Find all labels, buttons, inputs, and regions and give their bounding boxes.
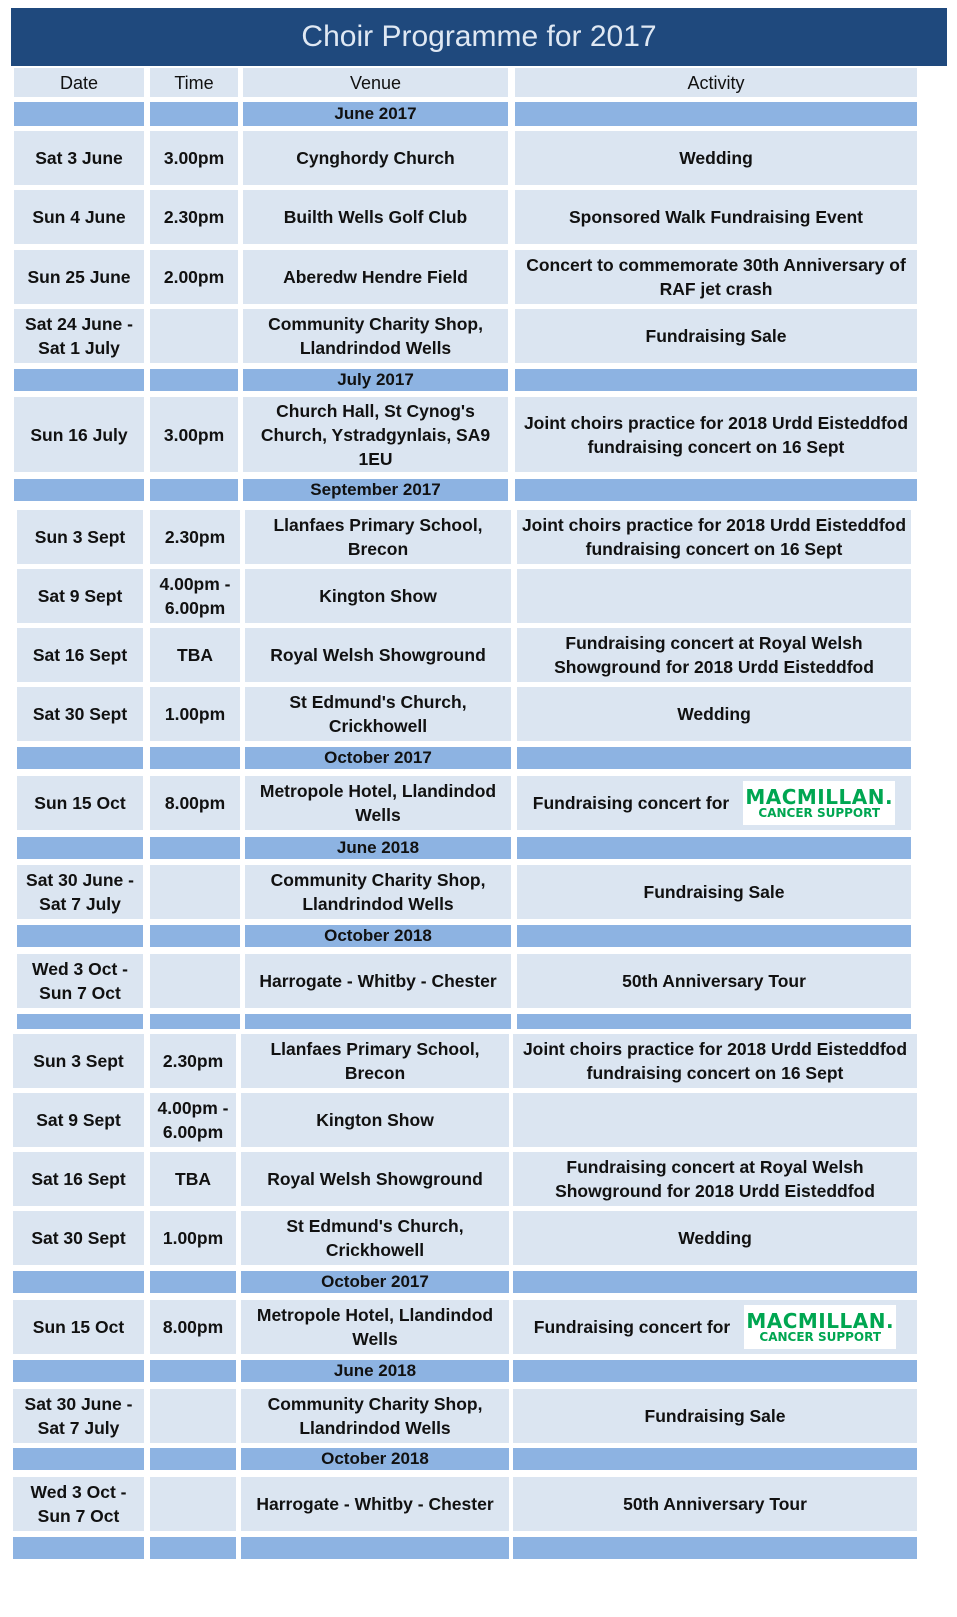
activity-text: Fundraising concert for	[533, 1317, 731, 1337]
time-cell: TBA	[150, 1152, 236, 1206]
time-cell	[150, 865, 240, 919]
venue-cell: Builth Wells Golf Club	[243, 190, 508, 244]
spacer-cell	[245, 1014, 511, 1029]
spacer-row	[0, 1537, 957, 1559]
logo-tagline: CANCER SUPPORT	[759, 1329, 882, 1344]
time-cell: 3.00pm	[150, 397, 238, 472]
logo-wordmark: MACMILLAN.	[745, 784, 894, 809]
month-time-cell	[150, 1448, 236, 1470]
venue-cell: Metropole Hotel, Llandindod Wells	[241, 1300, 509, 1354]
month-time-cell	[150, 837, 240, 859]
logo-tagline: CANCER SUPPORT	[758, 805, 881, 820]
month-label: October 2018	[245, 925, 511, 947]
event-row	[0, 865, 957, 919]
month-activity-cell	[513, 1537, 917, 1559]
logo-wordmark: MACMILLAN.	[746, 1308, 895, 1333]
activity-cell: Fundraising Sale	[517, 865, 911, 919]
time-cell: 2.00pm	[150, 250, 238, 304]
month-header-row	[0, 1448, 957, 1470]
month-time-cell	[150, 1271, 236, 1293]
activity-cell: Fundraising Sale	[513, 1389, 917, 1443]
month-activity-cell	[513, 1360, 917, 1382]
month-label: June 2018	[245, 837, 511, 859]
time-cell	[150, 309, 238, 363]
month-activity-cell	[515, 479, 917, 501]
month-header-row	[0, 837, 957, 859]
event-row	[0, 397, 957, 472]
activity-cell: Joint choirs practice for 2018 Urdd Eisteddfod fundraising concert on 16 Sept	[517, 510, 911, 564]
date-cell: Sat 16 Sept	[17, 628, 143, 682]
event-row	[0, 1300, 957, 1354]
event-row	[0, 510, 957, 564]
date-cell: Sat 30 Sept	[13, 1211, 144, 1265]
venue-cell: Kington Show	[245, 569, 511, 623]
month-header-row	[0, 479, 957, 501]
month-time-cell	[150, 369, 238, 391]
month-activity-cell	[515, 102, 917, 126]
month-date-cell	[13, 1271, 144, 1293]
month-date-cell	[14, 102, 144, 126]
event-row	[0, 776, 957, 830]
date-cell: Sun 16 July	[14, 397, 144, 472]
month-header-row	[0, 1271, 957, 1293]
month-date-cell	[13, 1360, 144, 1382]
venue-cell: Harrogate - Whitby - Chester	[241, 1477, 509, 1531]
event-row	[0, 1211, 957, 1265]
month-label: October 2017	[245, 747, 511, 769]
time-cell: 1.00pm	[150, 1211, 236, 1265]
month-date-cell	[14, 479, 144, 501]
venue-cell: Harrogate - Whitby - Chester	[245, 954, 511, 1008]
venue-cell: Royal Welsh Showground	[241, 1152, 509, 1206]
month-date-cell	[17, 1014, 143, 1029]
time-cell: 4.00pm - 6.00pm	[150, 1093, 236, 1147]
month-label: October 2018	[241, 1448, 509, 1470]
column-header-activity: Activity	[515, 68, 917, 97]
month-header-row	[0, 747, 957, 769]
table-header-row	[0, 68, 957, 97]
month-header-row	[0, 1360, 957, 1382]
macmillan-logo	[743, 781, 895, 825]
event-row	[0, 1152, 957, 1206]
activity-cell: 50th Anniversary Tour	[513, 1477, 917, 1531]
time-cell: 2.30pm	[150, 190, 238, 244]
month-time-cell	[150, 1014, 240, 1029]
date-cell: Sat 30 June - Sat 7 July	[17, 865, 143, 919]
event-row	[0, 190, 957, 244]
column-header-venue: Venue	[243, 68, 508, 97]
month-activity-cell	[517, 747, 911, 769]
month-label: October 2017	[241, 1271, 509, 1293]
month-activity-cell	[513, 1448, 917, 1470]
page-title: Choir Programme for 2017	[11, 8, 947, 66]
month-date-cell	[17, 837, 143, 859]
activity-cell: Sponsored Walk Fundraising Event	[515, 190, 917, 244]
event-row	[0, 1034, 957, 1088]
venue-cell: Community Charity Shop, Llandrindod Wells	[243, 309, 508, 363]
activity-cell: Fundraising concert at Royal Welsh Showground for 2018 Urdd Eisteddfod	[513, 1152, 917, 1206]
month-label: July 2017	[243, 369, 508, 391]
activity-cell: Concert to commemorate 30th Anniversary of RAF jet crash	[515, 250, 917, 304]
time-cell: 4.00pm - 6.00pm	[150, 569, 240, 623]
activity-text: Fundraising concert for	[532, 793, 730, 813]
month-label: June 2018	[241, 1360, 509, 1382]
time-cell: 1.00pm	[150, 687, 240, 741]
event-row	[0, 250, 957, 304]
venue-cell: Metropole Hotel, Llandindod Wells	[245, 776, 511, 830]
date-cell: Sat 9 Sept	[13, 1093, 144, 1147]
time-cell	[150, 1477, 236, 1531]
month-header-row	[0, 369, 957, 391]
event-row	[0, 954, 957, 1008]
date-cell: Sat 16 Sept	[13, 1152, 144, 1206]
date-cell: Sun 3 Sept	[17, 510, 143, 564]
venue-cell: Llanfaes Primary School, Brecon	[241, 1034, 509, 1088]
month-date-cell	[13, 1448, 144, 1470]
month-activity-cell	[517, 1014, 911, 1029]
date-cell: Sat 24 June - Sat 1 July	[14, 309, 144, 363]
event-row	[0, 569, 957, 623]
month-activity-cell	[515, 369, 917, 391]
month-header-row	[0, 925, 957, 947]
time-cell	[150, 1389, 236, 1443]
activity-cell: Wedding	[513, 1211, 917, 1265]
venue-cell: St Edmund's Church, Crickhowell	[241, 1211, 509, 1265]
date-cell: Sat 30 June - Sat 7 July	[13, 1389, 144, 1443]
activity-cell: 50th Anniversary Tour	[517, 954, 911, 1008]
macmillan-logo	[744, 1305, 896, 1349]
month-time-cell	[150, 925, 240, 947]
date-cell: Sun 25 June	[14, 250, 144, 304]
date-cell: Sun 15 Oct	[17, 776, 143, 830]
time-cell: 2.30pm	[150, 1034, 236, 1088]
activity-cell: Fundraising concert at Royal Welsh Showground for 2018 Urdd Eisteddfod	[517, 628, 911, 682]
venue-cell: Aberedw Hendre Field	[243, 250, 508, 304]
column-header-date: Date	[14, 68, 144, 97]
month-date-cell	[13, 1537, 144, 1559]
venue-cell: Community Charity Shop, Llandrindod Wells	[241, 1389, 509, 1443]
activity-cell	[517, 569, 911, 623]
date-cell: Sun 3 Sept	[13, 1034, 144, 1088]
venue-cell: Church Hall, St Cynog's Church, Ystradgynlais, SA9 1EU	[243, 397, 508, 472]
event-row	[0, 309, 957, 363]
time-cell	[150, 954, 240, 1008]
month-activity-cell	[517, 925, 911, 947]
month-date-cell	[14, 369, 144, 391]
date-cell: Sat 30 Sept	[17, 687, 143, 741]
time-cell: 3.00pm	[150, 131, 238, 185]
month-time-cell	[150, 747, 240, 769]
date-cell: Wed 3 Oct - Sun 7 Oct	[13, 1477, 144, 1531]
month-time-cell	[150, 479, 238, 501]
month-time-cell	[150, 102, 238, 126]
month-label: June 2017	[243, 102, 508, 126]
date-cell: Sat 9 Sept	[17, 569, 143, 623]
column-header-time: Time	[150, 68, 238, 97]
activity-cell	[513, 1300, 917, 1354]
time-cell: 2.30pm	[150, 510, 240, 564]
venue-cell: Cynghordy Church	[243, 131, 508, 185]
date-cell: Sat 3 June	[14, 131, 144, 185]
time-cell: 8.00pm	[150, 776, 240, 830]
month-activity-cell	[513, 1271, 917, 1293]
event-row	[0, 1389, 957, 1443]
date-cell: Sun 15 Oct	[13, 1300, 144, 1354]
venue-cell: St Edmund's Church, Crickhowell	[245, 687, 511, 741]
activity-cell: Joint choirs practice for 2018 Urdd Eisteddfod fundraising concert on 16 Sept	[513, 1034, 917, 1088]
month-activity-cell	[517, 837, 911, 859]
time-cell: TBA	[150, 628, 240, 682]
spacer-row	[0, 1014, 957, 1029]
activity-cell: Wedding	[515, 131, 917, 185]
activity-cell	[513, 1093, 917, 1147]
activity-cell: Fundraising Sale	[515, 309, 917, 363]
activity-cell: Wedding	[517, 687, 911, 741]
month-label: September 2017	[243, 479, 508, 501]
date-cell: Wed 3 Oct - Sun 7 Oct	[17, 954, 143, 1008]
month-header-row	[0, 102, 957, 126]
venue-cell: Community Charity Shop, Llandrindod Wells	[245, 865, 511, 919]
month-time-cell	[150, 1537, 236, 1559]
event-row	[0, 1093, 957, 1147]
event-row	[0, 687, 957, 741]
month-time-cell	[150, 1360, 236, 1382]
date-cell: Sun 4 June	[14, 190, 144, 244]
activity-cell: Joint choirs practice for 2018 Urdd Eisteddfod fundraising concert on 16 Sept	[515, 397, 917, 472]
venue-cell: Kington Show	[241, 1093, 509, 1147]
venue-cell: Royal Welsh Showground	[245, 628, 511, 682]
activity-cell	[517, 776, 911, 830]
event-row	[0, 131, 957, 185]
time-cell: 8.00pm	[150, 1300, 236, 1354]
event-row	[0, 628, 957, 682]
month-date-cell	[17, 747, 143, 769]
spacer-cell	[241, 1537, 509, 1559]
event-row	[0, 1477, 957, 1531]
month-date-cell	[17, 925, 143, 947]
venue-cell: Llanfaes Primary School, Brecon	[245, 510, 511, 564]
